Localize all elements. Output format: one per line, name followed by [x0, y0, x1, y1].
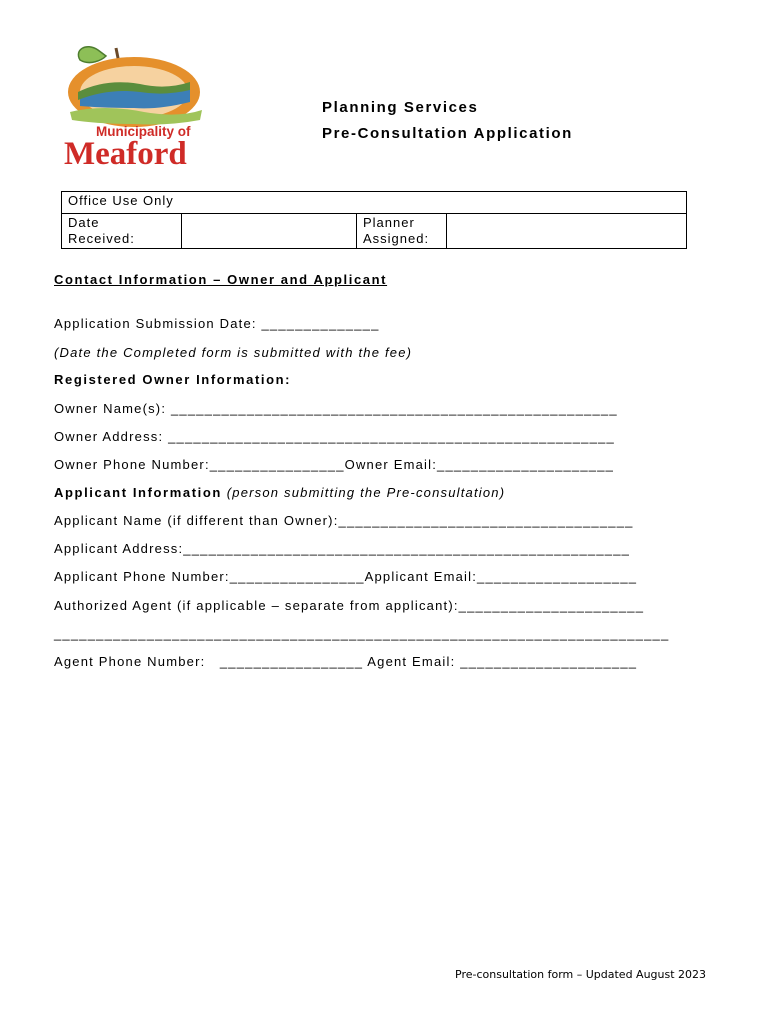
planner-assigned-field[interactable]	[447, 214, 687, 249]
applicant-address-field[interactable]: Applicant Address:_____________________________________________________	[54, 541, 631, 556]
applicant-note: (person submitting the Pre-consultation)	[226, 485, 506, 500]
agent-phone-email-field[interactable]: Agent Phone Number: _________________ Agent Email: _____________________	[54, 654, 638, 669]
logo-text-municipality: Municipality of	[96, 124, 191, 139]
owner-phone-email-field[interactable]: Owner Phone Number:________________Owner Email:_____________________	[54, 457, 615, 472]
applicant-phone-email-field[interactable]: Applicant Phone Number:________________Applicant Email:___________________	[54, 569, 638, 584]
owner-address-field[interactable]: Owner Address: _____________________________________________________	[54, 429, 615, 444]
registered-owner-heading: Registered Owner Information:	[54, 372, 292, 387]
date-received-field[interactable]	[182, 214, 357, 249]
footer-text: Pre-consultation form – Updated August 2023	[455, 968, 707, 981]
submission-note: (Date the Completed form is submitted with the fee)	[54, 345, 413, 360]
logo-text-meaford: Meaford	[64, 136, 187, 166]
page-title: Planning Services	[322, 99, 479, 116]
applicant-heading: Applicant Information	[54, 485, 222, 500]
applicant-heading-row	[54, 485, 505, 500]
authorized-agent-field[interactable]: Authorized Agent (if applicable – separate from applicant):______________________	[54, 598, 645, 613]
section-title: Contact Information – Owner and Applicant	[54, 272, 388, 287]
page-subtitle: Pre-Consultation Application	[322, 125, 573, 142]
applicant-name-field[interactable]: Applicant Name (if different than Owner):___________________________________	[54, 513, 634, 528]
planner-assigned-label: Planner Assigned:	[357, 214, 447, 249]
office-use-heading: Office Use Only	[62, 192, 687, 214]
date-received-label: Date Received:	[62, 214, 182, 249]
owner-names-field[interactable]: Owner Name(s): _____________________________________________________	[54, 401, 618, 416]
agent-continuation-line[interactable]: _________________________________________________________________________	[54, 626, 670, 641]
municipality-logo	[58, 44, 250, 166]
submission-date-field[interactable]: Application Submission Date: ______________	[54, 316, 380, 331]
office-use-table	[61, 191, 687, 249]
